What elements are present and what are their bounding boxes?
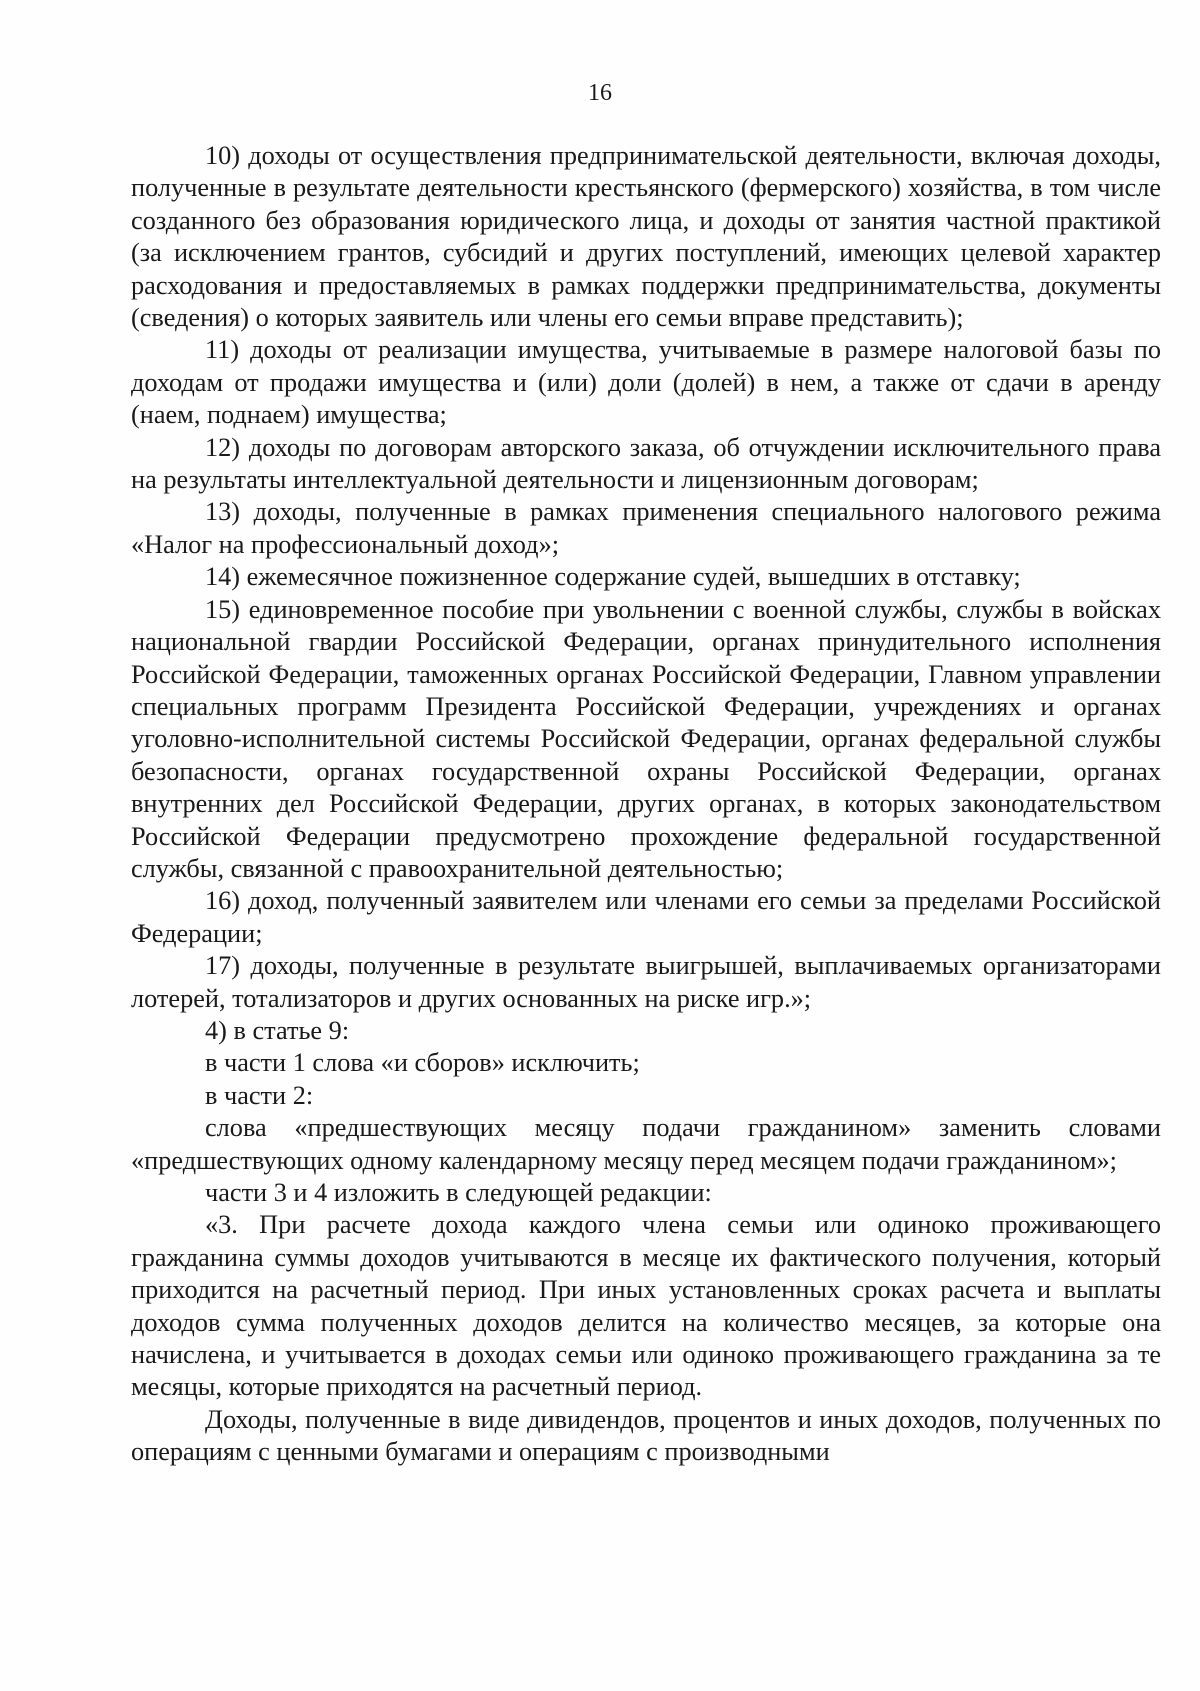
paragraph-item-10: 10) доходы от осуществления предпринимательской деятельности, включая доходы, полученные в результате деятельности крестьянского (фермерского) хозяйства, в том числе созданного без образования юридического лица, и доходы от занятия частной практикой (за исключением грантов, субсидий и других поступлений, имеющих целевой характер расходования и предоставляемых в рамках поддержки предпринимательства, документы (сведения) о которых заявитель или члены его семьи вправе представить); [131, 141, 1161, 333]
document-body [131, 140, 1161, 1469]
paragraph-item-13: 13) доходы, полученные в рамках применения специального налогового режима «Налог на профессиональный доход»; [131, 497, 1161, 559]
paragraph-dividends: Доходы, полученные в виде дивидендов, процентов и иных доходов, полученных по операциям с ценными бумагами и операциям с производными [131, 1404, 1161, 1467]
paragraph-item-15: 15) единовременное пособие при увольнении с военной службы, службы в войсках национальной гвардии Российской Федерации, органах принудительного исполнения Российской Федерации, таможенных органах Российской Федерации, Главном управлении специальных программ Президента Российской Федерации, учреждениях и органах уголовно-исполнительной системы Российской Федерации, органах федеральной службы безопасности, органах государственной охраны Российской Федерации, органах внутренних дел Российской Федерации, других органах, в которых законодательством Российской Федерации предусмотрено прохождение федеральной государственной службы, связанной с правоохранительной деятельностью; [131, 594, 1161, 883]
paragraph-replace-words: слова «предшествующих месяцу подачи гражданином» заменить словами «предшествующих одному календарному месяцу перед месяцем подачи гражданином»; [131, 1113, 1161, 1175]
paragraph-item-17: 17) доходы, полученные в результате выигрышей, выплачиваемых организаторами лотерей, тотализаторов и других основанных на риске игр.»; [131, 951, 1161, 1013]
paragraph-part-1: в части 1 слова «и сборов» исключить; [205, 1048, 640, 1078]
paragraph-item-12: 12) доходы по договорам авторского заказа, об отчуждении исключительного права на результаты интеллектуальной деятельности и лицензионным договорам; [131, 432, 1161, 495]
paragraph-clause-3: «3. При расчете дохода каждого члена семьи или одиноко проживающего гражданина суммы доходов учитываются в месяце их фактического получения, который приходится на расчетный период. При иных установленных сроках расчета и выплаты доходов сумма полученных доходов делится на количество месяцев, за которые она начислена, и учитывается в доходах семьи или одиноко проживающего гражданина за те месяцы, которые приходятся на расчетный период. [131, 1210, 1161, 1402]
paragraph-item-14: 14) ежемесячное пожизненное содержание судей, вышедших в отставку; [205, 562, 1021, 592]
page-number: 16 [588, 80, 612, 106]
paragraph-item-11: 11) доходы от реализации имущества, учитываемые в размере налоговой базы по доходам от продажи имущества и (или) доли (долей) в нем, а также от сдачи в аренду (наем, поднаем) имущества; [131, 335, 1161, 430]
paragraph-part-2: в части 2: [205, 1080, 314, 1110]
paragraph-item-16: 16) доход, полученный заявителем или членами его семьи за пределами Российской Федерации; [131, 886, 1161, 948]
paragraph-article-9: 4) в статье 9: [205, 1015, 350, 1045]
paragraph-parts-3-4: части 3 и 4 изложить в следующей редакции: [205, 1178, 712, 1207]
